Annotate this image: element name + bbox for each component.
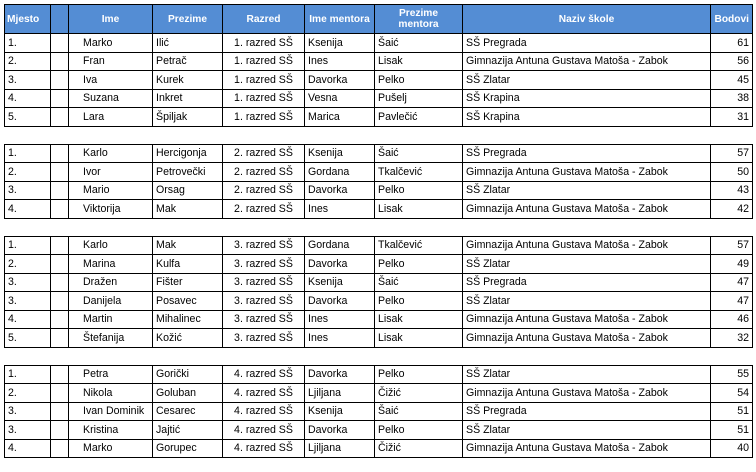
cell-bodovi: 47 [711,273,753,292]
cell-mjesto: 2. [5,52,51,71]
cell-mjesto: 4. [5,439,51,458]
cell-prezime: Inkret [153,89,223,108]
cell-mjesto: 3. [5,181,51,200]
cell-mjesto: 1. [5,144,51,163]
table-row [5,163,753,182]
cell-prezime-mentora: Lisak [375,52,463,71]
header-ime-mentora: Ime mentora [305,5,375,34]
cell-ime-mentora: Davorka [305,181,375,200]
cell-bodovi: 49 [711,255,753,274]
header-razred: Razred [223,5,305,34]
cell-ime: Marko [69,34,153,53]
header-blank [51,5,69,34]
cell-razred: 3. razred SŠ [223,273,305,292]
cell-mjesto: 3. [5,292,51,311]
cell-ime: Marina [69,255,153,274]
cell-razred: 4. razred SŠ [223,384,305,403]
cell-razred: 4. razred SŠ [223,365,305,384]
table-row [5,200,753,219]
cell-mjesto: 3. [5,402,51,421]
table-row [5,71,753,90]
cell-ime: Danijela [69,292,153,311]
cell-prezime-mentora: Lisak [375,329,463,348]
cell-ime: Ivan Dominik [69,402,153,421]
cell-naziv-skole: SŠ Zlatar [463,421,711,440]
cell-mjesto: 2. [5,384,51,403]
cell-ime-mentora: Ines [305,52,375,71]
cell-razred: 2. razred SŠ [223,200,305,219]
cell-ime-mentora: Ljiljana [305,439,375,458]
cell-bodovi: 55 [711,365,753,384]
cell-ime-mentora: Gordana [305,163,375,182]
cell-ime-mentora: Ksenija [305,402,375,421]
spacer-cell [5,126,753,144]
cell-ime-mentora: Davorka [305,255,375,274]
cell-naziv-skole: Gimnazija Antuna Gustava Matoša - Zabok [463,384,711,403]
cell-ime: Karlo [69,236,153,255]
cell-razred: 3. razred SŠ [223,329,305,348]
cell-ime: Iva [69,71,153,90]
cell-ime-mentora: Marica [305,108,375,127]
cell-prezime-mentora: Čižić [375,439,463,458]
cell-ime: Mario [69,181,153,200]
cell-prezime-mentora: Pelko [375,255,463,274]
cell-ime: Marko [69,439,153,458]
cell-blank [51,71,69,90]
cell-blank [51,384,69,403]
cell-prezime: Ilić [153,34,223,53]
cell-bodovi: 43 [711,181,753,200]
cell-ime-mentora: Davorka [305,421,375,440]
cell-bodovi: 61 [711,34,753,53]
cell-bodovi: 47 [711,292,753,311]
header-bodovi: Bodovi [711,5,753,34]
table-row [5,236,753,255]
cell-ime-mentora: Davorka [305,292,375,311]
group-spacer [5,347,753,365]
cell-naziv-skole: SŠ Zlatar [463,181,711,200]
cell-prezime-mentora: Pelko [375,365,463,384]
cell-prezime-mentora: Čižić [375,384,463,403]
cell-prezime: Kožić [153,329,223,348]
cell-prezime: Cesarec [153,402,223,421]
results-table [4,4,753,458]
cell-prezime: Špiljak [153,108,223,127]
cell-prezime: Hercigonja [153,144,223,163]
cell-razred: 4. razred SŠ [223,421,305,440]
cell-ime: Viktorija [69,200,153,219]
cell-razred: 1. razred SŠ [223,108,305,127]
results-body [5,34,753,458]
cell-razred: 1. razred SŠ [223,34,305,53]
cell-mjesto: 4. [5,200,51,219]
cell-blank [51,255,69,274]
cell-bodovi: 57 [711,144,753,163]
cell-naziv-skole: SŠ Zlatar [463,255,711,274]
cell-razred: 3. razred SŠ [223,255,305,274]
cell-razred: 4. razred SŠ [223,439,305,458]
cell-ime-mentora: Vesna [305,89,375,108]
table-row [5,144,753,163]
table-row [5,384,753,403]
cell-blank [51,329,69,348]
cell-bodovi: 32 [711,329,753,348]
cell-ime-mentora: Ines [305,200,375,219]
cell-ime-mentora: Ksenija [305,273,375,292]
cell-ime: Petra [69,365,153,384]
cell-razred: 3. razred SŠ [223,292,305,311]
cell-mjesto: 1. [5,365,51,384]
cell-naziv-skole: SŠ Krapina [463,89,711,108]
table-row [5,329,753,348]
cell-razred: 2. razred SŠ [223,181,305,200]
cell-ime: Suzana [69,89,153,108]
cell-razred: 1. razred SŠ [223,89,305,108]
header-ime: Ime [69,5,153,34]
cell-bodovi: 45 [711,71,753,90]
cell-bodovi: 50 [711,163,753,182]
cell-prezime: Fišter [153,273,223,292]
cell-bodovi: 51 [711,421,753,440]
cell-prezime: Orsag [153,181,223,200]
cell-blank [51,181,69,200]
cell-bodovi: 56 [711,52,753,71]
cell-ime-mentora: Ljiljana [305,384,375,403]
cell-ime-mentora: Davorka [305,365,375,384]
cell-prezime-mentora: Pelko [375,181,463,200]
cell-blank [51,144,69,163]
cell-blank [51,402,69,421]
cell-ime: Dražen [69,273,153,292]
group-spacer [5,126,753,144]
cell-razred: 1. razred SŠ [223,52,305,71]
cell-bodovi: 38 [711,89,753,108]
cell-ime: Martin [69,310,153,329]
cell-prezime-mentora: Pavlečić [375,108,463,127]
cell-naziv-skole: SŠ Pregrada [463,34,711,53]
cell-ime-mentora: Gordana [305,236,375,255]
cell-ime: Štefanija [69,329,153,348]
cell-bodovi: 31 [711,108,753,127]
cell-prezime-mentora: Pelko [375,71,463,90]
cell-ime-mentora: Ksenija [305,144,375,163]
header-mjesto: Mjesto [5,5,51,34]
cell-mjesto: 3. [5,421,51,440]
cell-bodovi: 51 [711,402,753,421]
cell-blank [51,292,69,311]
cell-naziv-skole: Gimnazija Antuna Gustava Matoša - Zabok [463,236,711,255]
cell-blank [51,310,69,329]
cell-bodovi: 57 [711,236,753,255]
cell-ime-mentora: Ksenija [305,34,375,53]
cell-prezime-mentora: Šaić [375,273,463,292]
table-row [5,439,753,458]
cell-blank [51,89,69,108]
cell-naziv-skole: Gimnazija Antuna Gustava Matoša - Zabok [463,163,711,182]
cell-prezime: Jajtić [153,421,223,440]
cell-prezime: Petrovečki [153,163,223,182]
cell-razred: 3. razred SŠ [223,310,305,329]
cell-bodovi: 54 [711,384,753,403]
cell-ime-mentora: Ines [305,329,375,348]
table-row [5,402,753,421]
cell-bodovi: 46 [711,310,753,329]
cell-mjesto: 3. [5,273,51,292]
cell-naziv-skole: Gimnazija Antuna Gustava Matoša - Zabok [463,439,711,458]
cell-blank [51,365,69,384]
cell-prezime-mentora: Lisak [375,200,463,219]
cell-naziv-skole: SŠ Zlatar [463,292,711,311]
table-row [5,108,753,127]
cell-prezime: Mak [153,236,223,255]
header-naziv-skole: Naziv škole [463,5,711,34]
cell-mjesto: 2. [5,163,51,182]
cell-prezime: Petrač [153,52,223,71]
table-row [5,310,753,329]
cell-naziv-skole: SŠ Zlatar [463,71,711,90]
cell-naziv-skole: Gimnazija Antuna Gustava Matoša - Zabok [463,200,711,219]
cell-mjesto: 1. [5,236,51,255]
cell-blank [51,236,69,255]
spacer-cell [5,218,753,236]
cell-naziv-skole: Gimnazija Antuna Gustava Matoša - Zabok [463,329,711,348]
cell-prezime: Mihalinec [153,310,223,329]
cell-razred: 1. razred SŠ [223,71,305,90]
cell-bodovi: 42 [711,200,753,219]
cell-ime: Kristina [69,421,153,440]
cell-naziv-skole: SŠ Pregrada [463,273,711,292]
cell-ime: Lara [69,108,153,127]
cell-prezime-mentora: Lisak [375,310,463,329]
group-spacer [5,218,753,236]
table-row [5,89,753,108]
cell-prezime-mentora: Pušelj [375,89,463,108]
cell-prezime-mentora: Pelko [375,421,463,440]
cell-naziv-skole: SŠ Pregrada [463,402,711,421]
cell-ime-mentora: Davorka [305,71,375,90]
cell-naziv-skole: SŠ Krapina [463,108,711,127]
table-row [5,365,753,384]
cell-blank [51,163,69,182]
cell-ime: Nikola [69,384,153,403]
cell-prezime: Posavec [153,292,223,311]
cell-prezime-mentora: Šaić [375,34,463,53]
cell-razred: 3. razred SŠ [223,236,305,255]
cell-mjesto: 4. [5,310,51,329]
cell-prezime-mentora: Tkalčević [375,236,463,255]
cell-blank [51,439,69,458]
cell-naziv-skole: Gimnazija Antuna Gustava Matoša - Zabok [463,52,711,71]
cell-naziv-skole: Gimnazija Antuna Gustava Matoša - Zabok [463,310,711,329]
cell-blank [51,34,69,53]
cell-prezime-mentora: Pelko [375,292,463,311]
cell-ime: Karlo [69,144,153,163]
table-row [5,273,753,292]
cell-blank [51,108,69,127]
table-row [5,52,753,71]
cell-prezime-mentora: Tkalčević [375,163,463,182]
cell-ime-mentora: Ines [305,310,375,329]
cell-mjesto: 1. [5,34,51,53]
cell-prezime: Kulfa [153,255,223,274]
cell-blank [51,421,69,440]
cell-prezime: Gorupec [153,439,223,458]
cell-razred: 4. razred SŠ [223,402,305,421]
cell-prezime: Goluban [153,384,223,403]
header-row [5,5,753,34]
cell-bodovi: 40 [711,439,753,458]
cell-mjesto: 5. [5,329,51,348]
cell-blank [51,52,69,71]
cell-razred: 2. razred SŠ [223,144,305,163]
cell-ime: Ivor [69,163,153,182]
table-row [5,255,753,274]
cell-prezime-mentora: Šaić [375,402,463,421]
spacer-cell [5,347,753,365]
cell-mjesto: 4. [5,89,51,108]
cell-mjesto: 2. [5,255,51,274]
cell-prezime-mentora: Šaić [375,144,463,163]
cell-naziv-skole: SŠ Zlatar [463,365,711,384]
header-prezime: Prezime [153,5,223,34]
table-row [5,34,753,53]
table-row [5,421,753,440]
table-row [5,292,753,311]
cell-blank [51,200,69,219]
cell-prezime: Gorički [153,365,223,384]
cell-prezime: Kurek [153,71,223,90]
header-prezime-mentora: Prezime mentora [375,5,463,34]
cell-mjesto: 5. [5,108,51,127]
cell-mjesto: 3. [5,71,51,90]
cell-ime: Fran [69,52,153,71]
cell-naziv-skole: SŠ Pregrada [463,144,711,163]
cell-razred: 2. razred SŠ [223,163,305,182]
table-row [5,181,753,200]
cell-blank [51,273,69,292]
cell-prezime: Mak [153,200,223,219]
